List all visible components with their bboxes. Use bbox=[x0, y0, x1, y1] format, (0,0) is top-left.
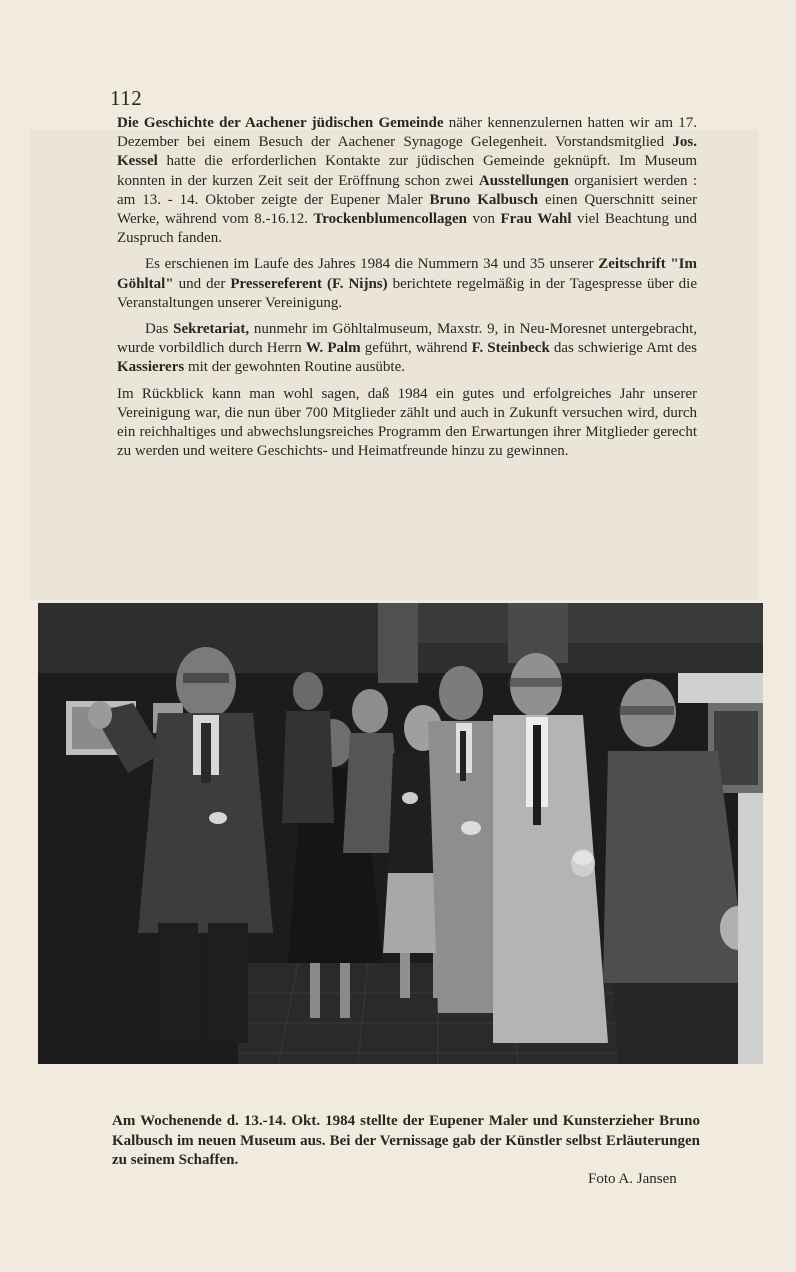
text-run: Im Rückblick kann man wohl sagen, daß 1984 ein gutes und erfolgreiches Jahr unserer Vereinigung war, die nun über 700 Mitglieder zählt und auch in Zukunft versuchen wird, durch ein reichhaltiges und abwechslungsreiches Programm den Erwartungen ihrer Mitglieder gerecht zu werden und weitere Geschichts- und Heimatfreunde hinzu zu gewinnen. bbox=[117, 385, 697, 460]
paragraph-1 bbox=[117, 114, 697, 248]
bold-text-run: Die Geschichte der Aachener jüdischen Gemeinde bbox=[117, 115, 444, 131]
bold-text-run: Jos. Kessel bbox=[117, 134, 697, 170]
text-run: viel Beachtung und Zuspruch fanden. bbox=[117, 211, 698, 247]
bold-text-run: W. Palm bbox=[305, 340, 361, 357]
bold-text-run: Trockenblumencollagen bbox=[313, 211, 468, 228]
text-run: Das bbox=[145, 321, 174, 338]
photo-credit: Foto A. Jansen bbox=[588, 1171, 677, 1187]
paragraph-2 bbox=[117, 255, 697, 313]
article-body bbox=[117, 114, 697, 468]
bold-text-run: Frau Wahl bbox=[500, 211, 572, 228]
paragraph-4 bbox=[117, 385, 697, 462]
bold-text-run: F. Steinbeck bbox=[471, 340, 550, 357]
text-run: Es erschienen im Laufe des Jahres 1984 die Nummern 34 und 35 unserer bbox=[145, 256, 599, 273]
text-run: berichtete regelmäßig in der Tagespresse über die Veranstaltungen unserer Vereinigung. bbox=[117, 275, 697, 311]
text-run: von bbox=[467, 211, 501, 228]
bold-text-run: Kassierers bbox=[117, 359, 185, 376]
page-number: 112 bbox=[110, 86, 143, 110]
event-photograph bbox=[38, 603, 763, 1064]
text-run: nunmehr im Göhltalmuseum, Maxstr. 9, in Neu-Moresnet untergebracht, wurde vorbildlich durch Herrn bbox=[117, 321, 698, 357]
text-run: hatte die erforderlichen Kontakte zur jüdischen Gemeinde geknüpft. Im Museum konnten in der kurzen Zeit seit der Eröffnung schon zwei bbox=[117, 153, 697, 189]
text-run: näher kennenzulernen hatten wir am 17. Dezember bei einem Besuch der Aachener Synagoge Gelegenheit. Vorstandsmitglied bbox=[117, 115, 698, 151]
bold-text-run: Zeitschrift "Im Göhltal" bbox=[117, 256, 697, 292]
bold-text-run: Sekretariat, bbox=[173, 321, 250, 338]
bold-text-run: Ausstellungen bbox=[478, 172, 569, 189]
text-run: mit der gewohnten Routine ausübte. bbox=[184, 359, 406, 376]
text-run: das schwierige Amt des bbox=[549, 340, 697, 357]
text-run: organisiert werden : am 13. - 14. Oktober zeigte der Eupener Maler bbox=[117, 172, 697, 208]
text-run: geführt, während bbox=[360, 340, 472, 357]
text-run: einen Querschnitt seiner Werke, während vom 8.-16.12. bbox=[117, 191, 697, 228]
paragraph-3 bbox=[117, 320, 697, 378]
bold-text-run: Pressereferent (F. Nijns) bbox=[230, 275, 388, 292]
photo-caption: Am Wochenende d. 13.-14. Okt. 1984 stellte der Eupener Maler und Kunsterzieher Bruno Kalbusch im neuen Museum aus. Bei der Vernissage gab der Künstler selbst Erläuterungen zu seinem Schaffen. bbox=[112, 1113, 700, 1168]
text-run: und der bbox=[173, 275, 231, 292]
bold-text-run: Bruno Kalbusch bbox=[429, 191, 539, 208]
